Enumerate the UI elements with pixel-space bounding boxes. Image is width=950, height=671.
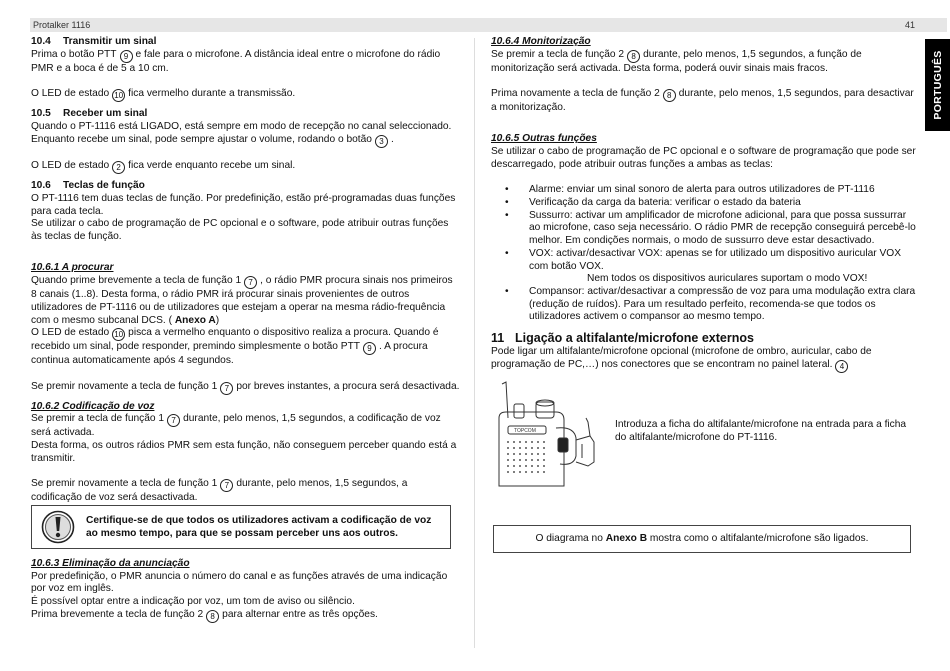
- section-10-6-5-heading: 10.6.5 Outras funções: [491, 133, 597, 145]
- section-11-heading: [491, 330, 916, 346]
- right-column: [491, 36, 916, 373]
- text: Se premir a tecla de função 1: [31, 413, 165, 425]
- callout-number: 9: [120, 50, 133, 63]
- callout-number: 9: [363, 342, 376, 355]
- text: ): [215, 314, 220, 326]
- text: , o rádio PMR procura sinais nos primeiros 8 canais (1..8). Desta forma, o rádio PMR irá procurar sinais provenientes de outros utilizadores de PT-1116 ou de utilizadores que estejam a operar na mesma rádio-frequência com o mesmo subcanal DCS. (: [31, 275, 453, 326]
- paragraph: [31, 413, 461, 440]
- warning-text: Certifique-se de que todos os utilizadores activam a codificação de voz ao mesmo tempo, para que se possam perceber uns aos outros.: [86, 515, 432, 539]
- function-list-continued: [491, 286, 916, 324]
- text: Quando prime brevemente a tecla de função 1: [31, 275, 242, 287]
- paragraph: [31, 327, 461, 368]
- section-number: 11: [491, 331, 505, 346]
- paragraph: O PT-1116 tem duas teclas de função. Por predefinição, estão pré-programadas duas funções para cada tecla.: [31, 192, 456, 217]
- text: mostra como o altifalante/microfone são ligados.: [649, 533, 869, 544]
- text: durante, pelo menos, 1,5 segundos, para desactivar a monitorização.: [491, 88, 914, 114]
- text: O LED de estado: [31, 88, 110, 100]
- list-item: • Alarme: enviar um sinal sonoro de alerta para outros utilizadores de PT-1116: [491, 184, 916, 197]
- language-tab: [925, 39, 950, 131]
- text: Se premir a tecla de função 2: [491, 48, 625, 60]
- paragraph: [491, 88, 916, 115]
- paragraph: [31, 121, 461, 148]
- section-number: 10.6: [31, 180, 51, 192]
- figure-caption: Introduza a ficha do altifalante/microfone na entrada para a ficha do altifalante/microfone do PT-1116.: [615, 419, 907, 443]
- text: durante, pelo menos, 1,5 segundos, a função de monitorização será activada. Desta forma, poderá ouvir sinais mais fracos.: [491, 48, 862, 74]
- callout-number: 7: [220, 479, 233, 492]
- callout-number: 7: [167, 414, 180, 427]
- text: Pode ligar um altifalante/microfone opcional (microfone de ombro, auricular, cabo de programação de PC,…) nos conectores que se encontram no painel lateral.: [491, 346, 872, 370]
- list-item: • Verificação da carga da bateria: verificar o estado da bateria: [491, 197, 916, 210]
- radio-brand-label: TOPCOM: [514, 428, 536, 434]
- text: para alternar entre as três opções.: [222, 608, 378, 620]
- text: fica verde enquanto recebe um sinal.: [128, 160, 296, 172]
- section-number: 10.5: [31, 108, 51, 120]
- annex-reference: Anexo B: [605, 533, 648, 544]
- paragraph: Desta forma, os outros rádios PMR sem esta função, não conseguem perceber quando está a transmitir.: [31, 440, 457, 464]
- section-10-5-heading: [31, 108, 461, 121]
- callout-number: 7: [220, 382, 233, 395]
- paragraph: [31, 88, 461, 102]
- vox-note: Nem todos os dispositivos auriculares suportam o modo VOX!: [587, 273, 868, 285]
- paragraph: Se utilizar o cabo de programação de PC opcional e o software de programação que pode ser descarregado, pode atribuir outras funções a ambas as teclas:: [491, 146, 916, 170]
- paragraph: É possível optar entre a indicação por voz, um tom de aviso ou silêncio.: [31, 596, 355, 608]
- text: pisca a vermelho enquanto o dispositivo realiza a procura. Quando é recebido um sinal, pode responder, premindo simplesmente o botão PTT: [31, 327, 439, 353]
- callout-number: 3: [375, 135, 388, 148]
- left-column-bottom: [31, 558, 461, 623]
- page-header: [30, 18, 947, 32]
- section-title: Teclas de função: [63, 180, 145, 192]
- text: durante, pelo menos, 1,5 segundos, a codificação de voz será activada.: [31, 413, 441, 439]
- section-10-6-1-heading: 10.6.1 A procurar: [31, 262, 114, 274]
- text: . A procura continua automaticamente após 4 segundos.: [31, 341, 428, 367]
- text: O LED de estado: [31, 160, 110, 172]
- column-divider: [474, 38, 475, 648]
- text: durante, pelo menos, 1,5 segundos, a codificação de voz será desactivada.: [31, 478, 408, 504]
- section-10-4-heading: [31, 36, 461, 49]
- text: Prima novamente a tecla de função 2: [491, 88, 660, 100]
- language-tab-label: PORTUGUÊS: [931, 50, 944, 120]
- paragraph: Por predefinição, o PMR anuncia o número do canal e as funções através de uma indicação por voz em inglês.: [31, 570, 448, 595]
- left-column: [31, 36, 461, 505]
- text: O LED de estado: [31, 327, 110, 339]
- paragraph: [31, 381, 461, 395]
- section-number: 10.4: [31, 36, 51, 47]
- paragraph: [491, 49, 916, 76]
- text: .: [390, 133, 394, 145]
- text: O diagrama no: [535, 533, 603, 544]
- annex-reference: Anexo A: [174, 314, 216, 326]
- section-10-6-4-heading: 10.6.4 Monitorização: [491, 36, 591, 47]
- paragraph: [31, 160, 461, 174]
- callout-number: 8: [627, 50, 640, 63]
- section-title: Transmitir um sinal: [63, 36, 157, 47]
- text: e fale para o microfone. A distância ideal entre o microfone do rádio PMR e a boca é de 5 a 10 cm.: [31, 48, 441, 74]
- text: por breves instantes, a procura será desactivada.: [236, 380, 460, 392]
- radio-connector-illustration: [494, 378, 604, 490]
- section-10-6-heading: [31, 180, 461, 193]
- paragraph: [31, 478, 461, 505]
- text: Se premir novamente a tecla de função 1: [31, 478, 218, 490]
- text: Se premir novamente a tecla de função 1: [31, 380, 218, 392]
- callout-number: 10: [112, 89, 125, 102]
- section-10-6-3-heading: 10.6.3 Eliminação da anunciação: [31, 558, 190, 569]
- function-list: [491, 184, 916, 273]
- text: Quando o PT-1116 está LIGADO, está sempre em modo de recepção no canal seleccionado. Enquanto recebe um sinal, pode sempre ajustar o volume, rodando o botão: [31, 120, 452, 145]
- header-title: Protalker 1116: [33, 20, 91, 30]
- list-item: • Compansor: activar/desactivar a compressão de voz para uma modulação extra clara (redução de ruídos). Para um resultado perfeito, recomenda-se que todos os utilizadores activem o compansor ao mesmo tempo.: [491, 286, 916, 324]
- exclamation-warning-icon: [41, 510, 75, 544]
- callout-number: 8: [663, 89, 676, 102]
- page-number: 41: [904, 20, 915, 30]
- text: Prima brevemente a tecla de função 2: [31, 608, 204, 620]
- warning-box: [31, 505, 451, 549]
- text: fica vermelho durante a transmissão.: [128, 88, 296, 100]
- list-item: • Sussurro: activar um amplificador de microfone adicional, para que possa sussurrar ao microfone, caso seja necessário. O rádio PMR de recepção conseguirá percebê-lo melhor. Em condições normais, o modo de sussurro deve estar desactivado.: [491, 210, 916, 248]
- callout-number: 4: [835, 360, 848, 373]
- list-item: • VOX: activar/desactivar VOX: apenas se for utilizado um dispositivo auricular VOX com botão VOX.: [491, 248, 916, 273]
- callout-number: 7: [244, 276, 257, 289]
- section-title: Ligação a altifalante/microfone externos: [515, 331, 754, 346]
- paragraph: [491, 346, 916, 373]
- paragraph: [31, 275, 461, 327]
- text: Prima o botão PTT: [31, 48, 117, 60]
- paragraph: [31, 609, 461, 623]
- section-title: Receber um sinal: [63, 108, 148, 120]
- callout-number: 8: [206, 610, 219, 623]
- annex-note-box: [493, 525, 911, 553]
- paragraph: Se utilizar o cabo de programação de PC opcional e o software, pode atribuir outras funções às teclas de função.: [31, 218, 449, 242]
- section-10-6-2-heading: 10.6.2 Codificação de voz: [31, 400, 155, 412]
- callout-number: 2: [112, 161, 125, 174]
- paragraph: [31, 49, 461, 76]
- callout-number: 10: [112, 328, 125, 341]
